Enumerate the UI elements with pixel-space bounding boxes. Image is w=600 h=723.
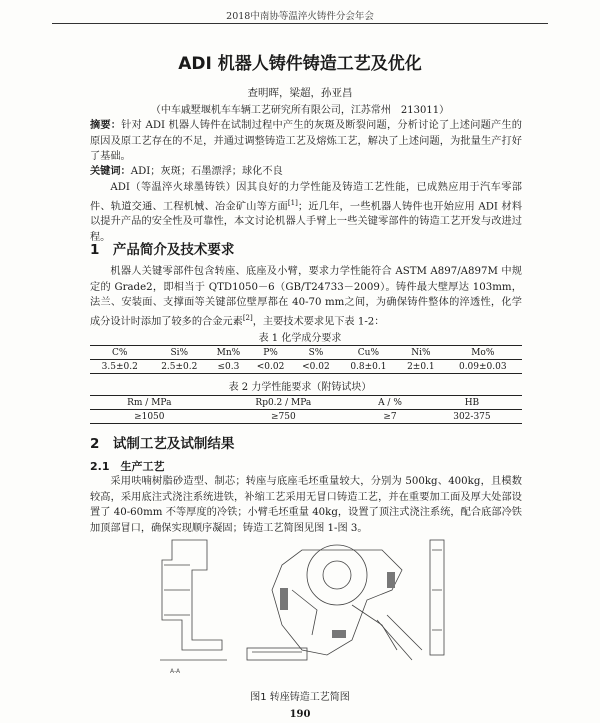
table-1-cell: 0.8±0.1 (350, 361, 387, 372)
abstract (90, 118, 522, 165)
table-1-cell: 0.09±0.03 (458, 361, 507, 372)
table-2-cell: 302-375 (453, 411, 491, 422)
abstract-text: 针对 ADI 机器人铸件在试制过程中产生的灰斑及断裂问题，分析讨论了上述问题产生的原因及原工艺存在的不足，并通过调整铸造工艺及熔炼工艺，解决了上述问题，为批量生产打好了基础。 (90, 120, 522, 162)
intro-text-a: ADI（等温淬火球墨铸铁）因其良好的力学性能及铸造工艺性能，已成熟应用于汽车零部件、轨道交通、工程机械、冶金矿山等方面 (90, 182, 522, 212)
section-2-paragraph: 采用呋喃树脂砂造型、制芯；转座与底座毛坯重量较大，分别为 500kg、400kg，且模数较高，采用底注式浇注系统进铁，补缩工艺采用无冒口铸造工艺，并在重要加工面及厚大处部设置了 40-60mm 不等厚度的冷铁；小臂毛坯重量 40kg，设置了顶注式浇注系统，配合底部冷铁加顶部冒口，确保实现顺序凝固；铸造工艺简图见图 1-图 3。 (90, 476, 522, 534)
section-1-heading: 1 产品简介及技术要求 (90, 242, 235, 258)
table-1-header-row (90, 346, 522, 360)
table-2-value-row (90, 410, 522, 424)
keywords-label: 关键词： (90, 166, 131, 177)
table-1-cell: 3.5±0.2 (101, 361, 138, 372)
table-1-cell: <0.02 (302, 361, 330, 372)
authors: 查明晖，梁超，孙亚昌 (247, 87, 353, 99)
table-2-header-row (90, 396, 522, 410)
table-2-caption: 表 2 力学性能要求（附铸试块） (228, 382, 372, 393)
table-1-cell: 2±0.1 (407, 361, 435, 372)
table-1-cell: <0.02 (256, 361, 285, 372)
ref-2: [2] (242, 313, 253, 322)
table-2-header: Rm / MPa (90, 396, 209, 410)
table-1-header: P% (248, 346, 293, 360)
page-number: 190 (289, 709, 311, 720)
keywords-text: ADI；灰斑；石墨漂浮；球化不良 (130, 166, 283, 177)
section-1-paragraph (90, 264, 522, 329)
table-1-header: C% (90, 346, 150, 360)
table-1-header: Mo% (444, 346, 522, 360)
table-1-header: S% (293, 346, 338, 360)
table-2-cell: ≥1050 (134, 411, 165, 422)
keywords (90, 164, 522, 180)
table-1-header: Ni% (398, 346, 443, 360)
table-2-header: Rp0.2 / MPa (209, 396, 359, 410)
section-1-text-a: 机器人关键零部件包含转座、底座及小臂，要求力学性能符合 ASTM A897/A897M 中规定的 Grade2，即相当于 QTD1050－6（GB/T24733－2009）。铸件最大壁厚达 103mm，法兰、安装面、支撑面等关键部位壁厚都在 40-70 mm之间，为确保铸件整体的淬透性，化学成分设计时添加了较多的合金元素 (90, 266, 522, 327)
table-1-caption: 表 1 化学成分要求 (258, 333, 342, 344)
table-2-header: HB (422, 396, 522, 410)
running-header: 2018中南协等温淬火铸件分会年会 (226, 11, 374, 22)
intro-paragraph (90, 180, 522, 245)
affiliation: （中车戚墅堰机车车辆工艺研究所有限公司，江苏常州 213011） (150, 105, 450, 116)
table-1-header: Cu% (339, 346, 399, 360)
section-2-heading: 2 试制工艺及试制结果 (90, 436, 235, 452)
table-2-cell: ≥750 (270, 411, 296, 422)
subsection-2-1-heading: 2.1 生产工艺 (90, 460, 165, 473)
table-1-header: Si% (150, 346, 210, 360)
section-label: A-A (170, 668, 181, 675)
abstract-label: 摘要： (90, 120, 122, 131)
section-1-text-b: ，主要技术要求见下表 1-2： (252, 315, 385, 327)
table-2 (90, 395, 522, 424)
table-1-value-row (90, 360, 522, 374)
table-1-header: Mn% (209, 346, 248, 360)
table-1-cell: ≤0.3 (217, 361, 240, 372)
table-1-cell: 2.5±0.2 (161, 361, 198, 372)
paper-title: ADI 机器人铸件铸造工艺及优化 (178, 54, 422, 74)
intro-text-b: ；近几年，一些机器人铸件也开始应用 ADI 材料以提升产品的安全性及可靠性，本文讨论机器人手臂上一些关键零部件的铸造工艺开发与改进过程。 (90, 200, 523, 243)
header-rule (52, 23, 548, 24)
figure-1-caption: 图1 转座铸造工艺简图 (250, 692, 350, 703)
casting-process-figure (152, 530, 452, 680)
table-2-cell: ≥7 (383, 411, 397, 422)
table-1 (90, 345, 522, 374)
ref-1: [1] (287, 198, 298, 207)
table-2-header: A / % (358, 396, 422, 410)
